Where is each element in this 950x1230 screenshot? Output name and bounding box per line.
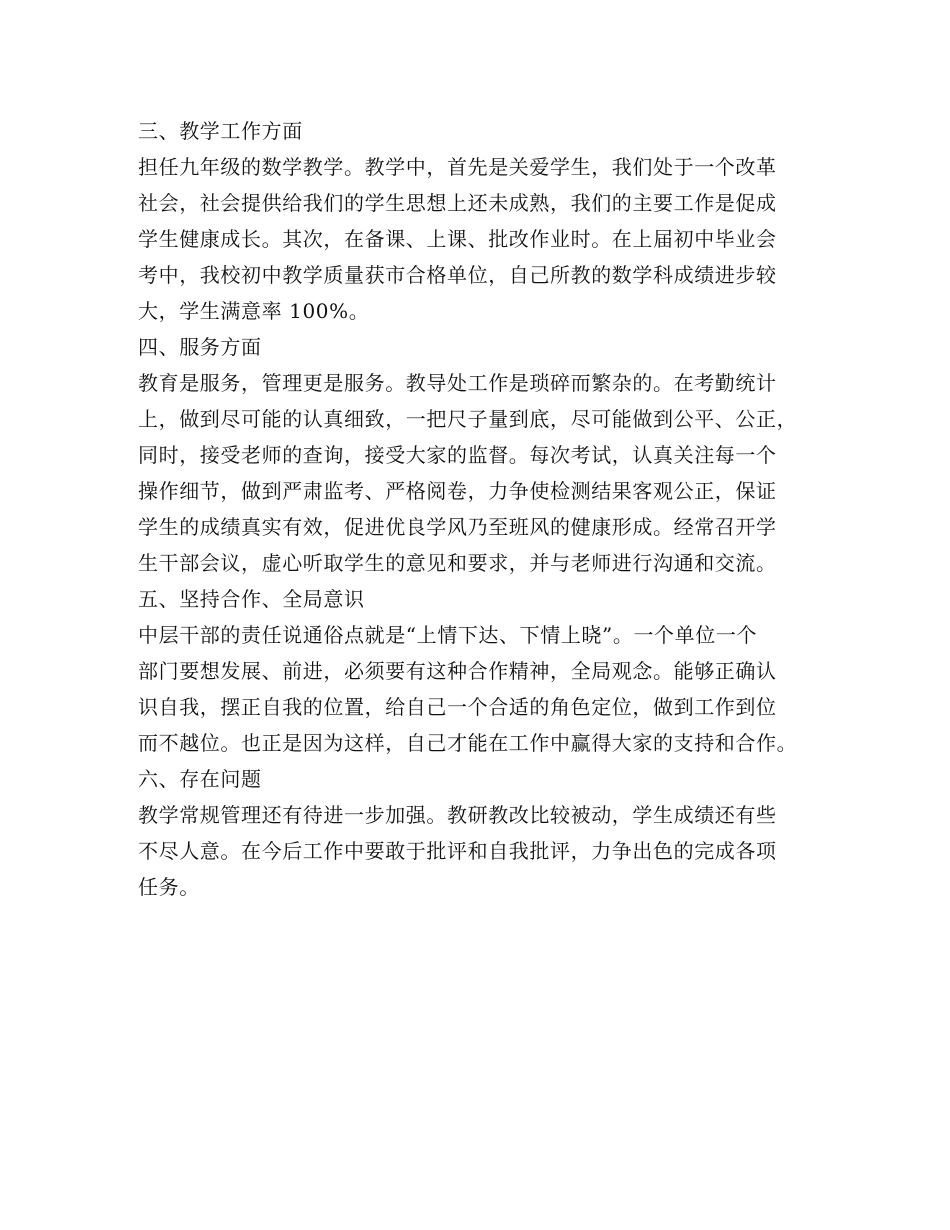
- document-page: [138, 113, 820, 905]
- paragraph-line: 上，做到尽可能的认真细致，一把尺子量到底，尽可能做到公平、公正，: [138, 407, 798, 431]
- paragraph-line: 任务。: [138, 875, 200, 899]
- paragraph-line: 识自我，摆正自我的位置，给自己一个合适的角色定位，做到工作到位: [138, 695, 777, 719]
- paragraph-line: 学生健康成长。其次，在备课、上课、批改作业时。在上届初中毕业会: [138, 227, 777, 251]
- section-heading: 六、存在问题: [138, 767, 262, 791]
- paragraph-line: 生干部会议，虚心听取学生的意见和要求，并与老师进行沟通和交流。: [138, 551, 777, 575]
- section-heading: 四、服务方面: [138, 335, 262, 359]
- paragraph-line: 不尽人意。在今后工作中要敢于批评和自我批评，力争出色的完成各项: [138, 839, 777, 863]
- paragraph-line: 教学常规管理还有待进一步加强。教研教改比较被动，学生成绩还有些: [138, 803, 777, 827]
- section-heading: 三、教学工作方面: [138, 119, 303, 143]
- paragraph-line: 社会，社会提供给我们的学生思想上还未成熟，我们的主要工作是促成: [138, 191, 777, 215]
- paragraph-line: 大，学生满意率 100%。: [138, 299, 370, 323]
- paragraph-line: 教育是服务，管理更是服务。教导处工作是琐碎而繁杂的。在考勤统计: [138, 371, 777, 395]
- paragraph-line: 担任九年级的数学教学。教学中，首先是关爱学生，我们处于一个改革: [138, 155, 777, 179]
- paragraph-line: 部门要想发展、前进，必须要有这种合作精神，全局观念。能够正确认: [138, 659, 777, 683]
- paragraph-line: 操作细节，做到严肃监考、严格阅卷，力争使检测结果客观公正，保证: [138, 479, 777, 503]
- section-heading: 五、坚持合作、全局意识: [138, 587, 365, 611]
- section-service: [138, 329, 820, 581]
- section-cooperation: [138, 581, 820, 761]
- paragraph-line: 考中，我校初中教学质量获市合格单位，自己所教的数学科成绩进步较: [138, 263, 777, 287]
- paragraph-line: 而不越位。也正是因为这样，自己才能在工作中赢得大家的支持和合作。: [138, 731, 798, 755]
- paragraph-line: 学生的成绩真实有效，促进优良学风乃至班风的健康形成。经常召开学: [138, 515, 777, 539]
- section-problems: [138, 761, 820, 905]
- section-teaching: [138, 113, 820, 329]
- paragraph-line: 中层干部的责任说通俗点就是“上情下达、下情上晓”。一个单位一个: [138, 623, 758, 647]
- paragraph-line: 同时，接受老师的查询，接受大家的监督。每次考试，认真关注每一个: [138, 443, 777, 467]
